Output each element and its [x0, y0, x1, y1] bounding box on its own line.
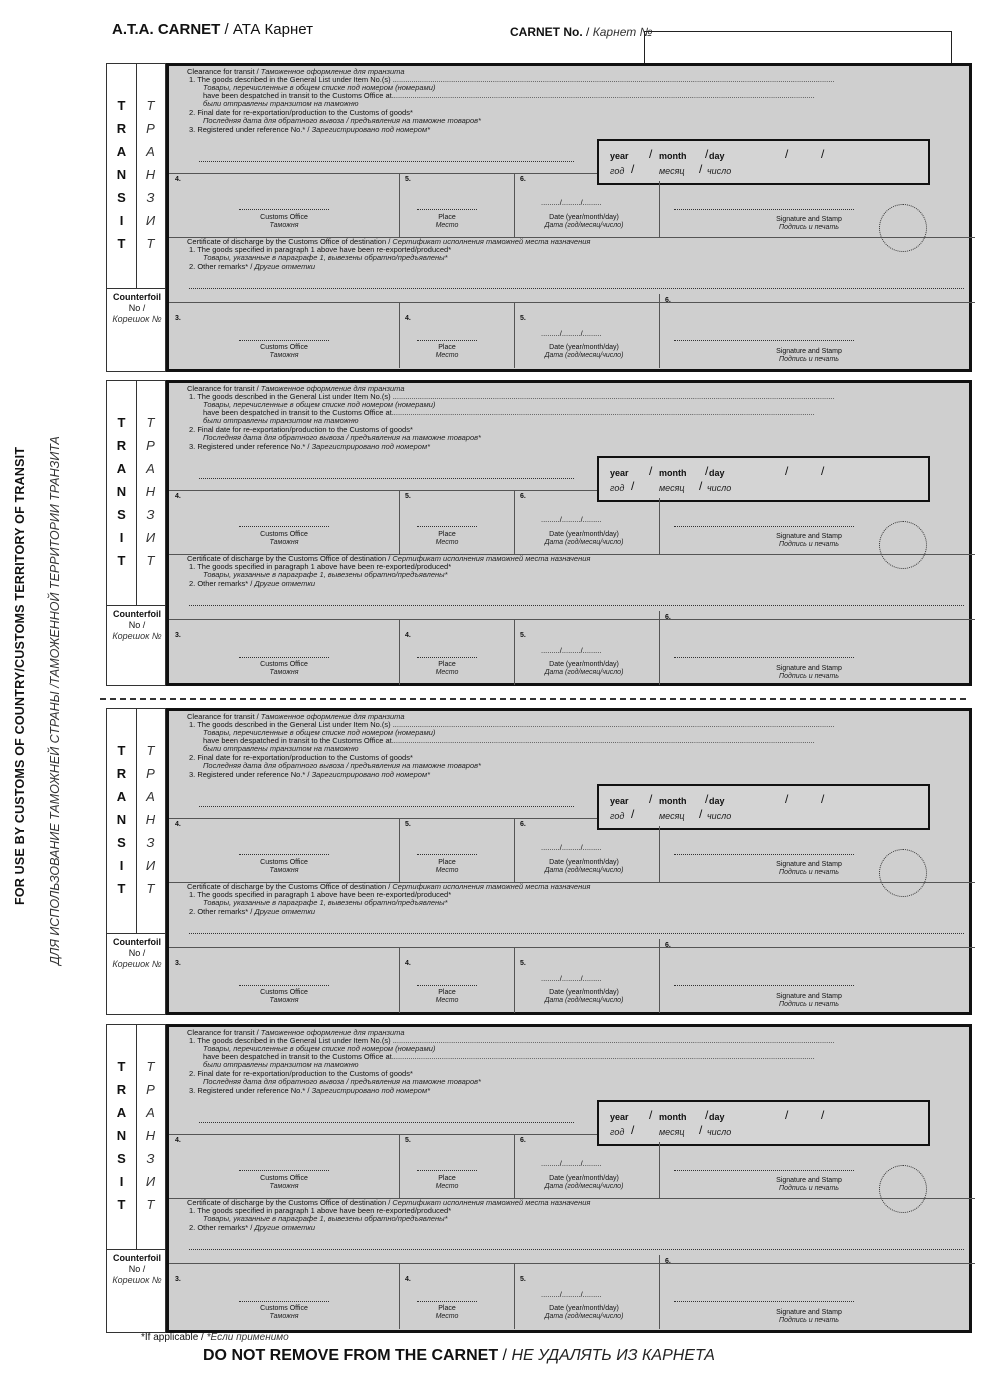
document-title: A.T.A. CARNET / АТА Карнет — [112, 21, 313, 38]
clearance-item1b-ru: были отправлены транзитом на таможню — [203, 416, 359, 425]
transit-letter-en: S — [117, 190, 126, 205]
discharge-item2: 2. Other remarks* / Другие отметки — [189, 262, 316, 271]
final-date-box[interactable]: year / month / day / / год / месяц / число — [597, 456, 930, 502]
clearance-heading: Clearance for transit / Таможенное оформление для транзита — [187, 712, 405, 721]
transit-letter-en: R — [116, 766, 127, 781]
transit-letter-en: T — [117, 1197, 126, 1212]
transit-letter-ru: З — [146, 835, 155, 850]
transit-letter-en: N — [116, 484, 127, 499]
customs-office-label: Customs Office Таможня — [260, 1175, 308, 1190]
date-label: Date (year/month/day) Дата (год/месяц/число) — [544, 859, 624, 874]
transit-letter-en: I — [119, 858, 124, 873]
stamp-placeholder — [879, 204, 927, 252]
voucher-grey-area: Clearance for transit / Таможенное оформление для транзита 1. The goods described in the General List under Item No.(s) .................................................................................................................................................................................................................... Товары, перечисленные в общем списке под номером (номерами) have been despatched in transit to the Customs Office at........................................................................................................................................................................................................... были отправлены транзитом на таможню 2. Final date for re-exportation/production to the Customs of goods* Последняя дата для обратного вывоза / предъявления на таможне товаров* 3. Registered under reference No.* / Зарегистрировано под номером* year / month / day / / год / месяц / число 4. 5. 6. ........./........./......... Customs Office Таможня Place Место Date (year/month/day) Дата (год/месяц/число) Signature and Stamp Подпись и печать Certificate of discharge by the Customs Office of destination / Сертификат исполнения таможней места назначения 1. The goods specified in paragraph 1 above have been re-exported/produced* Товары, указанные в параграфе 1, вывезены обратно/предъявлены* 2. Other remarks* / Другие отметки 3. 4. 5. 6. ........./........./......... Customs Office Таможня Place Место Date (year/month/day) Дата (год/месяц/число) Signature and Stamp Подпись и печать — [166, 708, 972, 1015]
clearance-item2-ru: Последняя дата для обратного вывоза / предъявления на таможне товаров* — [203, 433, 481, 442]
transit-letter-ru: И — [145, 858, 156, 873]
date-label: Date (year/month/day) Дата (год/месяц/число) — [544, 1175, 624, 1190]
transit-letter-en: R — [116, 1082, 127, 1097]
place-label: Place Место — [435, 1175, 459, 1190]
side-label-en: FOR USE BY CUSTOMS OF COUNTRY/CUSTOMS TERRITORY OF TRANSIT — [13, 446, 27, 905]
transit-letter-ru: Т — [146, 1059, 155, 1074]
transit-letters-en — [107, 94, 136, 255]
clearance-item2-ru: Последняя дата для обратного вывоза / предъявления на таможне товаров* — [203, 1077, 481, 1086]
transit-letter-ru: Н — [145, 167, 156, 182]
transit-letter-ru: Т — [146, 415, 155, 430]
discharge-item1: 1. The goods specified in paragraph 1 above have been re-exported/produced* — [189, 1206, 452, 1215]
transit-letter-en: T — [117, 236, 126, 251]
footnote: *If applicable / *Если применимо — [141, 1332, 289, 1343]
transit-letter-ru: Н — [145, 484, 156, 499]
transit-letter-ru: А — [146, 144, 155, 159]
signature-label: Signature and Stamp Подпись и печать — [776, 216, 842, 231]
transit-letter-en: T — [117, 881, 126, 896]
clearance-item1: 1. The goods described in the General List under Item No.(s) .................................................................................................................................................................................................................... — [189, 1036, 835, 1045]
discharge-heading: Certificate of discharge by the Customs Office of destination / Сертификат исполнения таможней места назначения — [187, 1198, 591, 1207]
clearance-item2: 2. Final date for re-exportation/production to the Customs of goods* — [189, 425, 413, 434]
clearance-item2: 2. Final date for re-exportation/production to the Customs of goods* — [189, 1069, 413, 1078]
clearance-item3: 3. Registered under reference No.* / Зарегистрировано под номером* — [189, 770, 431, 779]
transit-letter-ru: З — [146, 190, 155, 205]
discharge-item2: 2. Other remarks* / Другие отметки — [189, 579, 316, 588]
transit-letters-ru — [136, 94, 165, 255]
transit-letter-en: T — [117, 553, 126, 568]
transit-letter-en: R — [116, 438, 127, 453]
counterfoil-label: Counterfoil No / Корешок № — [112, 609, 162, 641]
transit-letter-ru: Р — [146, 121, 155, 136]
transit-letters-en — [107, 739, 136, 900]
transit-voucher-section — [106, 1024, 974, 1333]
transit-letter-en: N — [116, 1128, 127, 1143]
transit-letters-column — [106, 380, 166, 686]
clearance-item1: 1. The goods described in the General List under Item No.(s) .................................................................................................................................................................................................................... — [189, 392, 835, 401]
counterfoil-label: Counterfoil No / Корешок № — [112, 292, 162, 324]
transit-letters-ru — [136, 1055, 165, 1216]
counterfoil-label: Counterfoil No / Корешок № — [112, 937, 162, 969]
transit-letter-ru: Р — [146, 438, 155, 453]
transit-letter-en: N — [116, 167, 127, 182]
discharge-heading: Certificate of discharge by the Customs Office of destination / Сертификат исполнения таможней места назначения — [187, 882, 591, 891]
transit-letter-ru: Р — [146, 1082, 155, 1097]
transit-voucher-section — [106, 63, 974, 372]
carnet-number-label: CARNET No. / Карнет № — [510, 25, 653, 39]
transit-letter-en: S — [117, 507, 126, 522]
stamp-placeholder — [879, 1165, 927, 1213]
final-date-box[interactable]: year / month / day / / год / месяц / число — [597, 784, 930, 830]
transit-letter-en: A — [116, 1105, 127, 1120]
clearance-item1b: have been despatched in transit to the Customs Office at........................................................................................................................................................................................................... — [203, 1052, 815, 1061]
stamp-placeholder — [879, 521, 927, 569]
transit-letter-en: I — [119, 1174, 124, 1189]
side-label-ru: ДЛЯ ИСПОЛЬЗОВАНИЕ ТАМОЖНЕЙ СТРАНЫ /ТАМОЖЕННОЙ ТЕРРИТОРИИ ТРАНЗИТА — [48, 436, 62, 965]
clearance-item1: 1. The goods described in the General List under Item No.(s) .................................................................................................................................................................................................................... — [189, 75, 835, 84]
date-label: Date (year/month/day) Дата (год/месяц/число) — [544, 214, 624, 229]
transit-letter-en: T — [117, 743, 126, 758]
clearance-item1b: have been despatched in transit to the Customs Office at........................................................................................................................................................................................................... — [203, 408, 815, 417]
transit-letter-ru: А — [146, 789, 155, 804]
transit-letter-en: R — [116, 121, 127, 136]
discharge-item2: 2. Other remarks* / Другие отметки — [189, 1223, 316, 1232]
transit-letter-en: A — [116, 789, 127, 804]
transit-letter-ru: Р — [146, 766, 155, 781]
voucher-grey-area: Clearance for transit / Таможенное оформление для транзита 1. The goods described in the General List under Item No.(s) .................................................................................................................................................................................................................... Товары, перечисленные в общем списке под номером (номерами) have been despatched in transit to the Customs Office at........................................................................................................................................................................................................... были отправлены транзитом на таможню 2. Final date for re-exportation/production to the Customs of goods* Последняя дата для обратного вывоза / предъявления на таможне товаров* 3. Registered under reference No.* / Зарегистрировано под номером* year / month / day / / год / месяц / число 4. 5. 6. ........./........./......... Customs Office Таможня Place Место Date (year/month/day) Дата (год/месяц/число) Signature and Stamp Подпись и печать Certificate of discharge by the Customs Office of destination / Сертификат исполнения таможней места назначения 1. The goods specified in paragraph 1 above have been re-exported/produced* Товары, указанные в параграфе 1, вывезены обратно/предъявлены* 2. Other remarks* / Другие отметки 3. 4. 5. 6. ........./........./......... Customs Office Таможня Place Место Date (year/month/day) Дата (год/месяц/число) Signature and Stamp Подпись и печать — [166, 63, 972, 372]
clearance-item3: 3. Registered under reference No.* / Зарегистрировано под номером* — [189, 1086, 431, 1095]
clearance-item1-ru: Товары, перечисленные в общем списке под номером (номерами) — [203, 83, 436, 92]
transit-letter-ru: Т — [146, 236, 155, 251]
clearance-item2: 2. Final date for re-exportation/production to the Customs of goods* — [189, 753, 413, 762]
discharge-item1: 1. The goods specified in paragraph 1 above have been re-exported/produced* — [189, 562, 452, 571]
clearance-item2-ru: Последняя дата для обратного вывоза / предъявления на таможне товаров* — [203, 116, 481, 125]
signature-label: Signature and Stamp Подпись и печать — [776, 1177, 842, 1192]
date-label: Date (year/month/day) Дата (год/месяц/число) — [544, 531, 624, 546]
customs-office-label: Customs Office Таможня — [260, 214, 308, 229]
transit-letter-ru: А — [146, 1105, 155, 1120]
transit-letters-en — [107, 411, 136, 572]
clearance-item2-ru: Последняя дата для обратного вывоза / предъявления на таможне товаров* — [203, 761, 481, 770]
transit-letter-ru: Т — [146, 553, 155, 568]
discharge-heading: Certificate of discharge by the Customs Office of destination / Сертификат исполнения таможней места назначения — [187, 237, 591, 246]
transit-letter-ru: И — [145, 1174, 156, 1189]
place-label: Place Место — [435, 859, 459, 874]
transit-letter-ru: Н — [145, 1128, 156, 1143]
transit-letter-en: T — [117, 415, 126, 430]
transit-letter-en: A — [116, 144, 127, 159]
clearance-item1b: have been despatched in transit to the Customs Office at........................................................................................................................................................................................................... — [203, 91, 815, 100]
signature-label: Signature and Stamp Подпись и печать — [776, 533, 842, 548]
clearance-item2: 2. Final date for re-exportation/production to the Customs of goods* — [189, 108, 413, 117]
voucher-grey-area: Clearance for transit / Таможенное оформление для транзита 1. The goods described in the General List under Item No.(s) .................................................................................................................................................................................................................... Товары, перечисленные в общем списке под номером (номерами) have been despatched in transit to the Customs Office at........................................................................................................................................................................................................... были отправлены транзитом на таможню 2. Final date for re-exportation/production to the Customs of goods* Последняя дата для обратного вывоза / предъявления на таможне товаров* 3. Registered under reference No.* / Зарегистрировано под номером* year / month / day / / год / месяц / число 4. 5. 6. ........./........./......... Customs Office Таможня Place Место Date (year/month/day) Дата (год/месяц/число) Signature and Stamp Подпись и печать Certificate of discharge by the Customs Office of destination / Сертификат исполнения таможней места назначения 1. The goods specified in paragraph 1 above have been re-exported/produced* Товары, указанные в параграфе 1, вывезены обратно/предъявлены* 2. Other remarks* / Другие отметки 3. 4. 5. 6. ........./........./......... Customs Office Таможня Place Место Date (year/month/day) Дата (год/месяц/число) Signature and Stamp Подпись и печать — [166, 1024, 972, 1333]
place-label: Place Место — [435, 531, 459, 546]
transit-letter-en: S — [117, 835, 126, 850]
customs-office-label: Customs Office Таможня — [260, 859, 308, 874]
transit-letter-ru: И — [145, 213, 156, 228]
transit-letters-ru — [136, 739, 165, 900]
transit-letters-column — [106, 63, 166, 372]
clearance-item1-ru: Товары, перечисленные в общем списке под номером (номерами) — [203, 1044, 436, 1053]
voucher-grey-area: Clearance for transit / Таможенное оформление для транзита 1. The goods described in the General List under Item No.(s) .................................................................................................................................................................................................................... Товары, перечисленные в общем списке под номером (номерами) have been despatched in transit to the Customs Office at........................................................................................................................................................................................................... были отправлены транзитом на таможню 2. Final date for re-exportation/production to the Customs of goods* Последняя дата для обратного вывоза / предъявления на таможне товаров* 3. Registered under reference No.* / Зарегистрировано под номером* year / month / day / / год / месяц / число 4. 5. 6. ........./........./......... Customs Office Таможня Place Место Date (year/month/day) Дата (год/месяц/число) Signature and Stamp Подпись и печать Certificate of discharge by the Customs Office of destination / Сертификат исполнения таможней места назначения 1. The goods specified in paragraph 1 above have been re-exported/produced* Товары, указанные в параграфе 1, вывезены обратно/предъявлены* 2. Other remarks* / Другие отметки 3. 4. 5. 6. ........./........./......... Customs Office Таможня Place Место Date (year/month/day) Дата (год/месяц/число) Signature and Stamp Подпись и печать — [166, 380, 972, 686]
transit-letters-ru — [136, 411, 165, 572]
transit-letters-column — [106, 1024, 166, 1333]
final-date-box[interactable]: year / month / day / / год / месяц / число — [597, 1100, 930, 1146]
transit-letter-ru: И — [145, 530, 156, 545]
transit-voucher-section — [106, 380, 974, 686]
discharge-item1: 1. The goods specified in paragraph 1 above have been re-exported/produced* — [189, 245, 452, 254]
do-not-remove-notice: DO NOT REMOVE FROM THE CARNET / НЕ УДАЛЯТЬ ИЗ КАРНЕТА — [203, 1347, 715, 1364]
transit-letter-ru: Т — [146, 743, 155, 758]
place-label: Place Место — [435, 214, 459, 229]
clearance-item3: 3. Registered under reference No.* / Зарегистрировано под номером* — [189, 442, 431, 451]
clearance-item1b-ru: были отправлены транзитом на таможню — [203, 744, 359, 753]
signature-label: Signature and Stamp Подпись и печать — [776, 861, 842, 876]
transit-letter-ru: З — [146, 1151, 155, 1166]
transit-letter-en: T — [117, 98, 126, 113]
final-date-box[interactable]: year / month / day / / год / месяц / число — [597, 139, 930, 185]
tear-line — [100, 698, 966, 700]
customs-office-label: Customs Office Таможня — [260, 531, 308, 546]
clearance-heading: Clearance for transit / Таможенное оформление для транзита — [187, 1028, 405, 1037]
transit-letter-en: A — [116, 461, 127, 476]
transit-letter-en: T — [117, 1059, 126, 1074]
counterfoil-label: Counterfoil No / Корешок № — [112, 1253, 162, 1285]
transit-letters-column — [106, 708, 166, 1015]
discharge-item2: 2. Other remarks* / Другие отметки — [189, 907, 316, 916]
clearance-item1-ru: Товары, перечисленные в общем списке под номером (номерами) — [203, 400, 436, 409]
transit-letter-en: I — [119, 213, 124, 228]
clearance-heading: Clearance for transit / Таможенное оформление для транзита — [187, 67, 405, 76]
transit-letter-en: I — [119, 530, 124, 545]
transit-letter-ru: З — [146, 507, 155, 522]
transit-letter-ru: Т — [146, 98, 155, 113]
clearance-item1b: have been despatched in transit to the Customs Office at........................................................................................................................................................................................................... — [203, 736, 815, 745]
clearance-item3: 3. Registered under reference No.* / Зарегистрировано под номером* — [189, 125, 431, 134]
clearance-item1-ru: Товары, перечисленные в общем списке под номером (номерами) — [203, 728, 436, 737]
clearance-item1b-ru: были отправлены транзитом на таможню — [203, 99, 359, 108]
transit-letter-ru: Н — [145, 812, 156, 827]
transit-letter-ru: А — [146, 461, 155, 476]
clearance-item1: 1. The goods described in the General List under Item No.(s) .................................................................................................................................................................................................................... — [189, 720, 835, 729]
discharge-heading: Certificate of discharge by the Customs Office of destination / Сертификат исполнения таможней места назначения — [187, 554, 591, 563]
clearance-item1b-ru: были отправлены транзитом на таможню — [203, 1060, 359, 1069]
discharge-item1: 1. The goods specified in paragraph 1 above have been re-exported/produced* — [189, 890, 452, 899]
transit-letter-en: N — [116, 812, 127, 827]
transit-letter-ru: Т — [146, 1197, 155, 1212]
transit-letter-ru: Т — [146, 881, 155, 896]
clearance-heading: Clearance for transit / Таможенное оформление для транзита — [187, 384, 405, 393]
transit-voucher-section — [106, 708, 974, 1015]
transit-letters-en — [107, 1055, 136, 1216]
stamp-placeholder — [879, 849, 927, 897]
transit-letter-en: S — [117, 1151, 126, 1166]
